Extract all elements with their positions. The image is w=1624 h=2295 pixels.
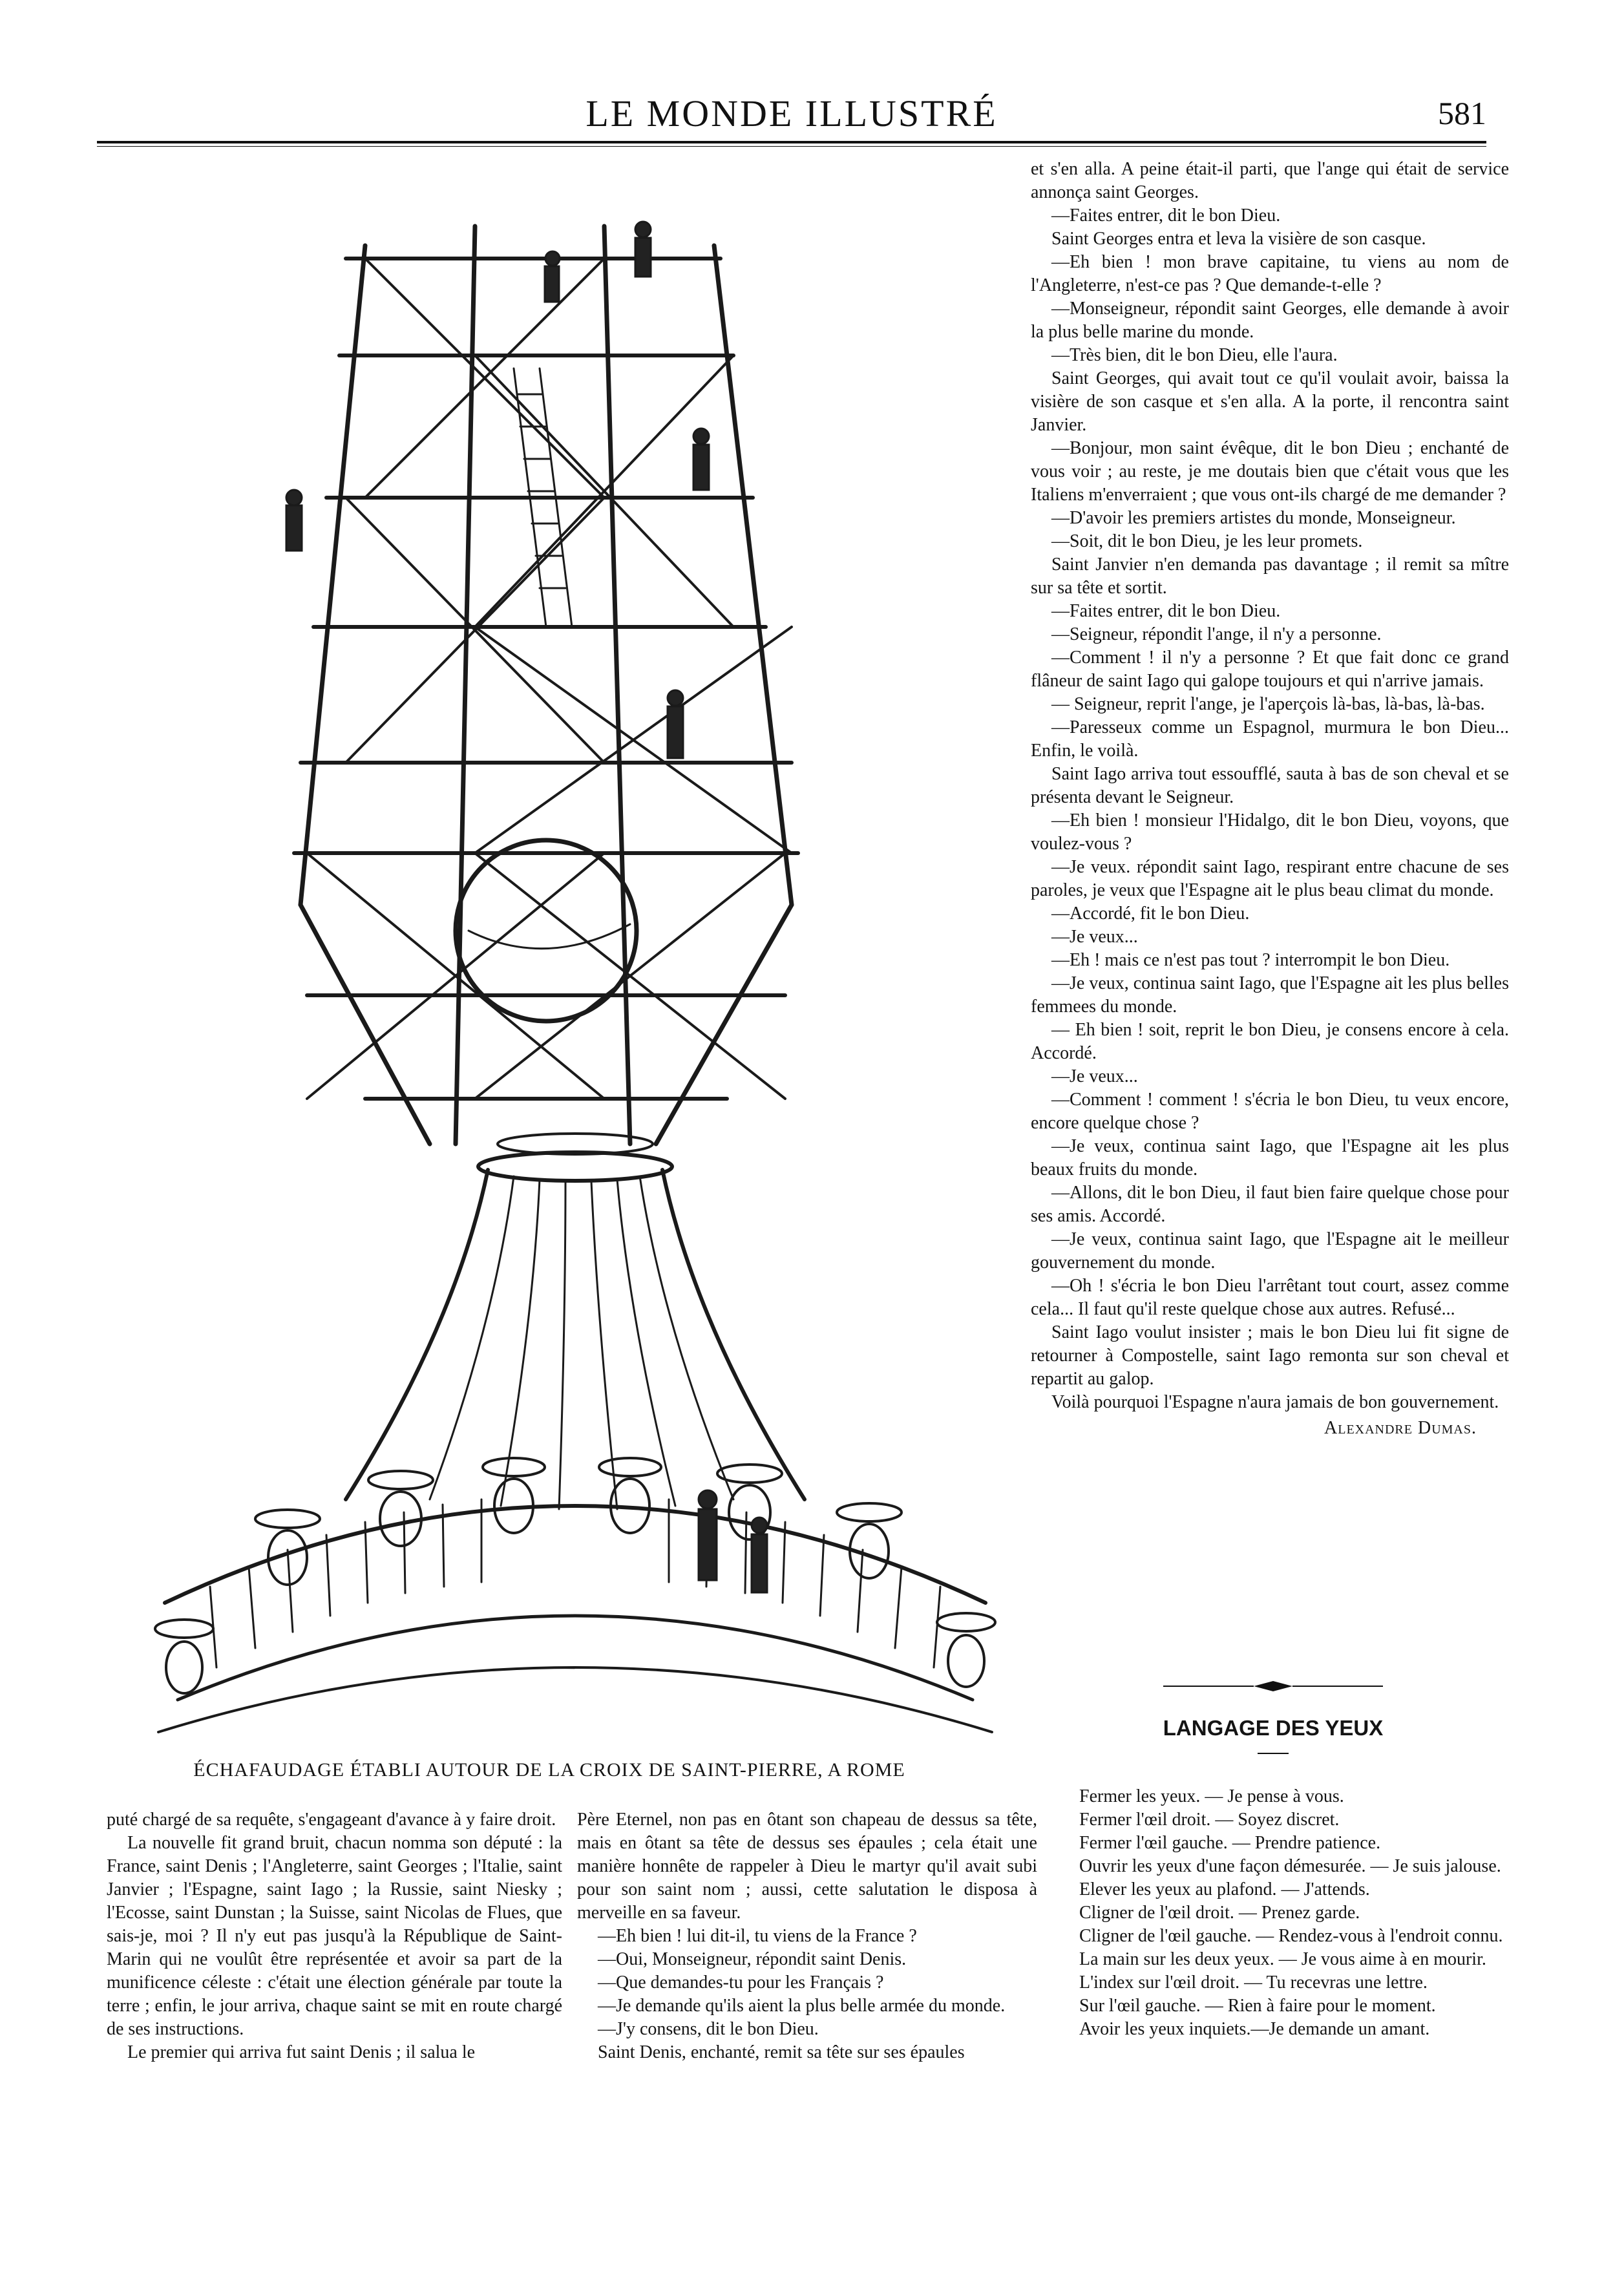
- paragraph: —Allons, dit le bon Dieu, il faut bien faire quelque chose pour ses amis. Accordé.: [1031, 1183, 1509, 1226]
- paragraph: — Seigneur, reprit l'ange, je l'aperçois là-bas, là-bas, là-bas.: [1051, 694, 1485, 714]
- paragraph: Le premier qui arriva fut saint Denis ; il salua le: [127, 2042, 476, 2062]
- masthead-title: LE MONDE ILLUSTRÉ: [585, 92, 998, 134]
- paragraph: —Je veux...: [1051, 1066, 1138, 1086]
- paragraph: — Eh bien ! soit, reprit le bon Dieu, je consens encore à cela. Accordé.: [1031, 1020, 1509, 1063]
- paragraph: —Je veux. répondit saint Iago, respirant entre chacune de ses paroles, je veux que l'Espagne ait le plus beau climat du monde.: [1031, 857, 1509, 900]
- paragraph: —Très bien, dit le bon Dieu, elle l'aura.: [1051, 345, 1338, 365]
- list-item: Cligner de l'œil droit. — Prenez garde.: [1079, 1903, 1360, 1923]
- paragraph: Saint Denis, enchanté, remit sa tête sur ses épaules: [598, 2042, 965, 2062]
- langage-des-yeux-list: [1059, 1785, 1524, 2041]
- list-item: Elever les yeux au plafond. — J'attends.: [1079, 1879, 1370, 1899]
- list-item: Fermer l'œil gauche. — Prendre patience.: [1079, 1833, 1381, 1853]
- paragraph: —Eh bien ! lui dit-il, tu viens de la France ?: [598, 1926, 917, 1946]
- article-column-right: [1031, 158, 1509, 1440]
- paragraph: —Faites entrer, dit le bon Dieu.: [1051, 601, 1281, 621]
- list-item: La main sur les deux yeux. — Je vous aime à en mourir.: [1079, 1949, 1486, 1969]
- paragraph: —Eh bien ! mon brave capitaine, tu viens au nom de l'Angleterre, n'est-ce pas ? Que demande-t-elle ?: [1031, 252, 1509, 295]
- header-rule: [97, 141, 1486, 147]
- scaffolding-illustration: [152, 162, 998, 1739]
- paragraph: puté chargé de sa requête, s'engageant d'avance à y faire droit.: [107, 1810, 556, 1830]
- paragraph: —Je demande qu'ils aient la plus belle armée du monde.: [598, 1996, 1006, 2016]
- author-signature: Alexandre Dumas.: [1324, 1418, 1477, 1438]
- paragraph: —Je veux, continua saint Iago, que l'Espagne ait les plus beaux fruits du monde.: [1031, 1136, 1509, 1179]
- paragraph: Saint Janvier n'en demanda pas davantage ; il remit sa mître sur sa tête et sortit.: [1031, 555, 1509, 598]
- article-column-bottom-middle: [577, 1808, 1037, 2064]
- section-title: LANGAGE DES YEUX: [1163, 1716, 1384, 1740]
- paragraph: Saint Iago arriva tout essoufflé, sauta à bas de son cheval et se présenta devant le Seigneur.: [1031, 764, 1509, 807]
- paragraph: —Faites entrer, dit le bon Dieu.: [1051, 206, 1281, 226]
- list-item: Cligner de l'œil gauche. — Rendez-vous à l'endroit connu.: [1079, 1926, 1503, 1946]
- paragraph: —J'y consens, dit le bon Dieu.: [598, 2019, 819, 2039]
- paragraph: —Que demandes-tu pour les Français ?: [598, 1972, 884, 1993]
- list-item: Fermer l'œil droit. — Soyez discret.: [1079, 1810, 1340, 1830]
- paragraph: Saint Georges entra et leva la visière de son casque.: [1051, 229, 1426, 249]
- paragraph: —Oui, Monseigneur, répondit saint Denis.: [598, 1949, 907, 1969]
- section-divider-ornament: [1163, 1679, 1383, 1693]
- paragraph: —Comment ! il n'y a personne ? Et que fait donc ce grand flâneur de saint Iago qui galope toujours et qui n'arrive jamais.: [1031, 648, 1509, 691]
- paragraph: —Paresseux comme un Espagnol, murmura le bon Dieu... Enfin, le voilà.: [1031, 717, 1509, 761]
- paragraph: —Monseigneur, répondit saint Georges, elle demande à avoir la plus belle marine du monde.: [1031, 299, 1509, 342]
- paragraph: —Je veux...: [1051, 927, 1138, 947]
- list-item: Sur l'œil gauche. — Rien à faire pour le moment.: [1079, 1996, 1436, 2016]
- paragraph: —Seigneur, répondit l'ange, il n'y a personne.: [1051, 624, 1382, 644]
- page-header: [97, 83, 1486, 134]
- page-number: 581: [1438, 95, 1486, 131]
- paragraph: Père Eternel, non pas en ôtant son chapeau de dessus sa tête, mais en ôtant sa tête de dessus ses épaules ; cela était une manière honnête de rappeler à Dieu le martyr qu'il avait subi pour son saint nom ; aussi, cette salutation le disposa à merveille en sa faveur.: [577, 1810, 1037, 1923]
- paragraph: —Soit, dit le bon Dieu, je les leur promets.: [1051, 531, 1363, 551]
- section-title-rule: [1258, 1753, 1289, 1754]
- list-item: Avoir les yeux inquiets.—Je demande un amant.: [1079, 2019, 1430, 2039]
- paragraph: La nouvelle fit grand bruit, chacun nomma son député : la France, saint Denis ; l'Angleterre, saint Georges ; l'Italie, saint Janvier ; l'Espagne, saint Iago ; la Russie, saint Niesky ; l'Ecosse, saint Dunstan ; la Suisse, saint Nicolas de Flues, que sais-je, moi ? Il n'y eut pas jusqu'à la République de Saint-Marin qui ne voulût être représentée et avoir sa part de la munificence céleste : c'était une élection générale par toute la terre ; enfin, le jour arriva, chaque saint se mit en route chargé de ses instructions.: [107, 1833, 562, 2039]
- paragraph: —Bonjour, mon saint évêque, dit le bon Dieu ; enchanté de vous voir ; au reste, je me doutais bien que c'était vous que les Italiens m'enverraient ; que vous ont-ils chargé de me demander ?: [1031, 438, 1509, 505]
- paragraph: —Oh ! s'écria le bon Dieu l'arrêtant tout court, assez comme cela... Il faut qu'il reste quelque chose aux autres. Refusé...: [1031, 1276, 1509, 1319]
- paragraph: et s'en alla. A peine était-il parti, que l'ange qui était de service annonça saint Georges.: [1031, 159, 1509, 202]
- paragraph: —Je veux, continua saint Iago, que l'Espagne ait les plus belles femmees du monde.: [1031, 973, 1509, 1017]
- list-item: L'index sur l'œil droit. — Tu recevras une lettre.: [1079, 1972, 1428, 1993]
- paragraph: Saint Iago voulut insister ; mais le bon Dieu lui fit signe de retourner à Compostelle, saint Iago remonta sur son cheval et repartit au galop.: [1031, 1322, 1509, 1389]
- paragraph: —Accordé, fit le bon Dieu.: [1051, 904, 1250, 924]
- paragraph: —Je veux, continua saint Iago, que l'Espagne ait le meilleur gouvernement du monde.: [1031, 1229, 1509, 1273]
- list-item: Ouvrir les yeux d'une façon démesurée. — Je suis jalouse.: [1079, 1856, 1501, 1876]
- paragraph: Saint Georges, qui avait tout ce qu'il voulait avoir, baissa la visière de son casque et s'en alla. A la porte, il rencontra saint Janvier.: [1031, 368, 1509, 435]
- paragraph: —Eh ! mais ce n'est pas tout ? interrompit le bon Dieu.: [1051, 950, 1450, 970]
- illustration-caption: ÉCHAFAUDAGE ÉTABLI AUTOUR DE LA CROIX DE SAINT-PIERRE, A ROME: [193, 1759, 905, 1781]
- paragraph: —Comment ! comment ! s'écria le bon Dieu, tu veux encore, encore quelque chose ?: [1031, 1090, 1509, 1133]
- paragraph: —Eh bien ! monsieur l'Hidalgo, dit le bon Dieu, voyons, que voulez-vous ?: [1031, 810, 1509, 854]
- list-item: Fermer les yeux. — Je pense à vous.: [1079, 1786, 1344, 1806]
- paragraph: —D'avoir les premiers artistes du monde, Monseigneur.: [1051, 508, 1456, 528]
- article-column-bottom-left: [107, 1808, 562, 2064]
- paragraph: Voilà pourquoi l'Espagne n'aura jamais de bon gouvernement.: [1051, 1392, 1499, 1412]
